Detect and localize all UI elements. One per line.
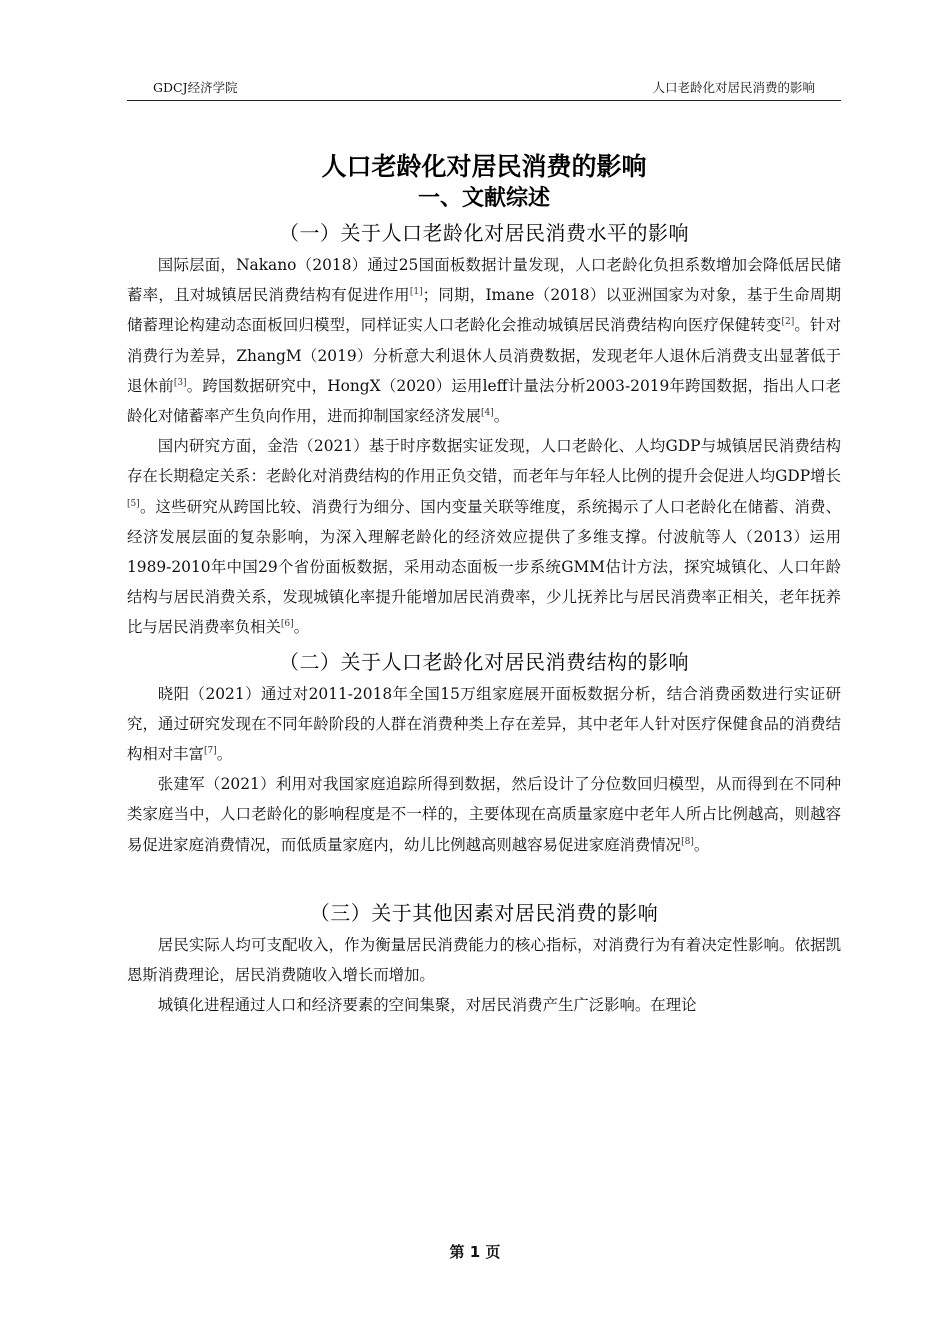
paragraph: 国内研究方面，金浩（2021）基于时序数据实证发现，人口老龄化、人均GDP与城镇居民消费结构存在长期稳定关系：老龄化对消费结构的作用正负交错，而老年与年轻人比例的提升会促进人均GDP增长[5]。这些研究从跨国比较、消费行为细分、国内变量关联等维度，系统揭示了人口老龄化在储蓄、消费、经济发展层面的复杂影响，为深入理解老龄化的经济效应提供了多维支撑。付波航等人（2013）运用1989-2010年中国29个省份面板数据，采用动态面板一步系统GMM估计方法，探究城镇化、人口年龄结构与居民消费关系，发现城镇化率提升能增加居民消费率，少儿抚养比与居民消费率正相关，老年抚养比与居民消费率负相关[6]。 bbox=[127, 437, 841, 637]
citation-ref[interactable]: [7] bbox=[203, 746, 217, 757]
citation-ref[interactable]: [8] bbox=[681, 836, 694, 847]
document-title: 人口老龄化对居民消费的影响 bbox=[321, 152, 647, 181]
paragraph: 晓阳（2021）通过对2011-2018年全国15万组家庭展开面板数据分析，结合消费函数进行实证研究，通过研究发现在不同年龄阶段的人群在消费种类上存在差异，其中老年人针对医疗保健食品的消费结构相对丰富[7]。 bbox=[127, 684, 841, 764]
header-right-text: 人口老龄化对居民消费的影响 bbox=[652, 80, 815, 95]
subsection-heading-2: （二）关于人口老龄化对居民消费结构的影响 bbox=[279, 649, 689, 674]
citation-ref[interactable]: [3] bbox=[173, 377, 187, 388]
paragraph: 国际层面，Nakano（2018）通过25国面板数据计量发现，人口老龄化负担系数增加会降低居民储蓄率，且对城镇居民消费结构有促进作用[1]；同期，Imane（2018）以亚洲国家为对象，基于生命周期储蓄理论构建动态面板回归模型，同样证实人口老龄化会推动城镇居民消费结构向医疗保健转变[2]。针对消费行为差异，ZhangM（2019）分析意大利退休人员消费数据，发现老年人退休后消费支出显著低于退休前[3]。跨国数据研究中，HongX（2020）运用leff计量法分析2003-2019年跨国数据，指出人口老龄化对储蓄率产生负向作用，进而抑制国家经济发展[4]。 bbox=[127, 256, 841, 426]
citation-ref[interactable]: [5] bbox=[127, 498, 140, 509]
citation-ref[interactable]: [6] bbox=[280, 619, 294, 630]
section-heading: 一、文献综述 bbox=[417, 186, 550, 211]
subsection-heading-1: （一）关于人口老龄化对居民消费水平的影响 bbox=[279, 221, 689, 245]
page-header bbox=[127, 78, 841, 101]
citation-ref[interactable]: [1] bbox=[409, 287, 423, 298]
document-body bbox=[127, 150, 841, 1020]
paragraph: 张建军（2021）利用对我国家庭追踪所得到数据，然后设计了分位数回归模型，从而得到在不同种类家庭当中，人口老龄化的影响程度是不一样的，主要体现在高质量家庭中老年人所占比例越高，则越容易促进家庭消费情况，而低质量家庭内，幼儿比例越高则越容易促进家庭消费情况[8]。 bbox=[127, 775, 841, 854]
paragraph: 居民实际人均可支配收入，作为衡量居民消费能力的核心指标，对消费行为有着决定性影响。依据凯恩斯消费理论，居民消费随收入增长而增加。 bbox=[127, 935, 841, 985]
subsection-heading-3: （三）关于其他因素对居民消费的影响 bbox=[309, 900, 659, 925]
paragraph: 城镇化进程通过人口和经济要素的空间集聚，对居民消费产生广泛影响。在理论 bbox=[157, 996, 697, 1015]
citation-ref[interactable]: [4] bbox=[481, 408, 494, 419]
header-left-text: GDCJ经济学院 bbox=[153, 80, 238, 95]
page-number: 第 1 页 bbox=[449, 1243, 501, 1261]
citation-ref[interactable]: [2] bbox=[781, 317, 795, 328]
